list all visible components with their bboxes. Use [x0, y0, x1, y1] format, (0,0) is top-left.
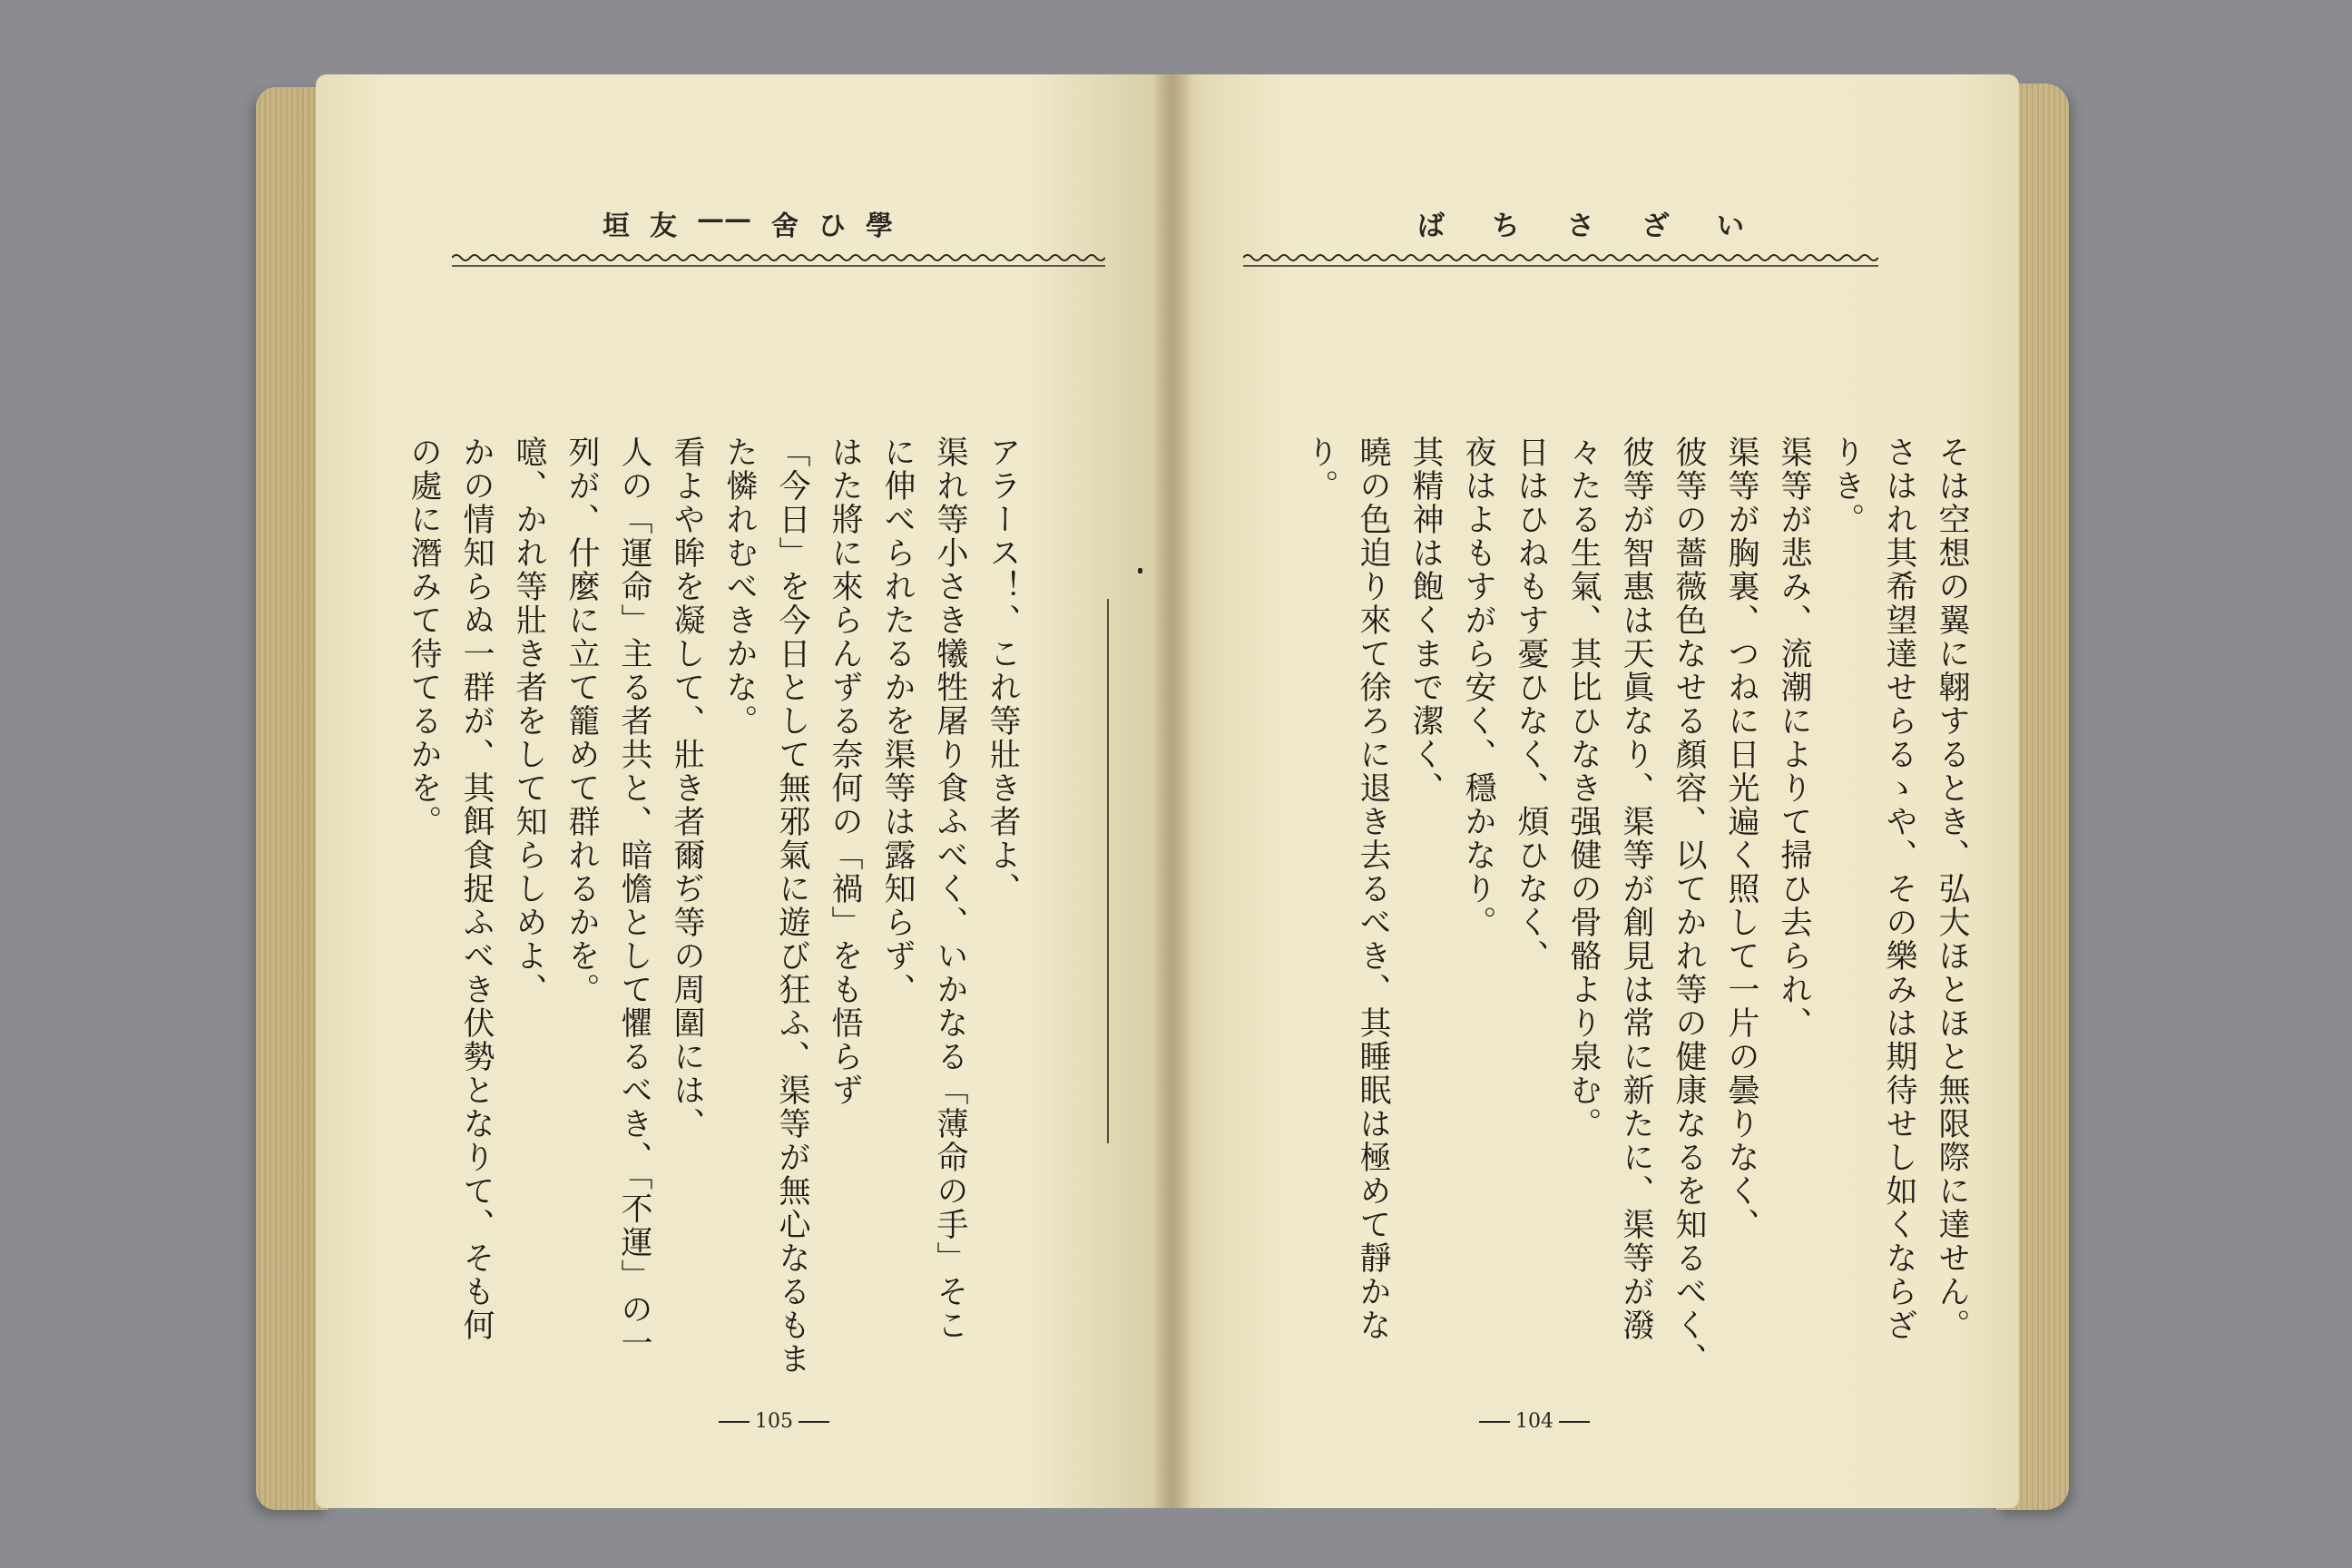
- text-column: かの情知らぬ一群が、其餌食捉ふべき伏勢となりて、そも何: [458, 436, 495, 1342]
- text-column: はた將に來らんずる奈何の「禍」をも悟らず: [827, 436, 863, 1107]
- text-column: 日はひねもす憂ひなく、煩ひなく、: [1513, 436, 1549, 973]
- ink-mark: [1138, 568, 1142, 573]
- running-head-char: い: [1717, 211, 1744, 242]
- right-page: [1171, 74, 2019, 1508]
- text-column: 「今日」を今日として無邪氣に遊び狂ふ、渠等が無心なるもま: [774, 436, 810, 1376]
- text-column: 人の「運命」主る者共と、暗憺として懼るべき、「不運」の一: [616, 436, 652, 1360]
- folio-dash: [1559, 1421, 1590, 1423]
- wavy-rule: [452, 250, 1105, 270]
- text-column: りき。: [1828, 436, 1865, 536]
- page-number: 104: [1515, 1410, 1553, 1433]
- text-column: 渠等が胸裏、つねに日光遍く照して一片の曇りなく、: [1723, 436, 1759, 1241]
- text-column: 彼等が智惠は天眞なり、渠等が創見は常に新たに、渠等が潑: [1618, 436, 1654, 1342]
- folio-dash: [799, 1421, 829, 1423]
- text-column: 々たる生氣、其比ひなき强健の骨骼より泉む。: [1565, 436, 1602, 1141]
- running-head-char: ひ: [818, 211, 846, 242]
- folio-dash: [719, 1421, 750, 1423]
- right-running-head: [1417, 203, 1744, 243]
- text-column: 其精神は飽くまで潔く、: [1407, 436, 1444, 805]
- text-column: 列が、什麼に立て籠めて群れるかを。: [564, 436, 600, 1006]
- running-head-char: ——: [697, 203, 751, 235]
- page-number-104: [1479, 1410, 1590, 1433]
- running-head-char: 學: [866, 211, 893, 242]
- vertical-rule: [1107, 599, 1109, 1143]
- wavy-rule: [1243, 250, 1878, 270]
- text-column: そは空想の翼に翺するとき、弘大ほとほと無限際に達せん。: [1934, 436, 1970, 1342]
- left-page: [316, 74, 1178, 1508]
- text-column: アラース！、これ等壯き者よ、: [985, 436, 1021, 906]
- text-column: 看よや眸を凝して、壯き者爾ぢ等の周圍には、: [669, 436, 705, 1141]
- book-gutter: [1152, 74, 1192, 1508]
- text-column: 渠等が悲み、流潮によりて掃ひ去られ、: [1776, 436, 1812, 1040]
- text-column: さはれ其希望達せらるゝや、その樂みは期待せし如くならざ: [1881, 436, 1917, 1342]
- left-page-body: [403, 436, 1029, 1452]
- text-column: 彼等の薔薇色なせる顏容、以てかれ等の健康なるを知るべく、: [1671, 436, 1707, 1376]
- text-column: の處に潛みて待てるかを。: [406, 436, 442, 838]
- text-column: 渠れ等小さき犧牲屠り食ふべく、いかなる「薄命の手」そこ: [932, 436, 968, 1342]
- running-head-char: ち: [1492, 211, 1520, 242]
- page-number-105: [719, 1410, 829, 1433]
- running-head-char: ば: [1417, 211, 1445, 242]
- running-head-char: 友: [650, 211, 677, 242]
- left-running-head: [603, 203, 893, 243]
- running-head-char: 舍: [771, 211, 799, 242]
- running-head-char: 垣: [603, 211, 630, 242]
- text-column: り。: [1302, 436, 1338, 503]
- page-number: 105: [755, 1410, 793, 1433]
- text-column: 曉の色迫り來て徐ろに退き去るべき、其睡眠は極めて靜かな: [1355, 436, 1391, 1342]
- folio-dash: [1479, 1421, 1510, 1423]
- running-head-char: ざ: [1642, 211, 1670, 242]
- text-column: た憐れむべきかな。: [721, 436, 758, 738]
- text-column: に伸べられたるかを渠等は露知らず、: [879, 436, 916, 1006]
- text-column: 噫、かれ等壯き者をして知らしめよ、: [511, 436, 547, 1006]
- running-head-char: さ: [1567, 211, 1594, 242]
- text-column: 夜はよもすがら安く、穩かなり。: [1460, 436, 1496, 939]
